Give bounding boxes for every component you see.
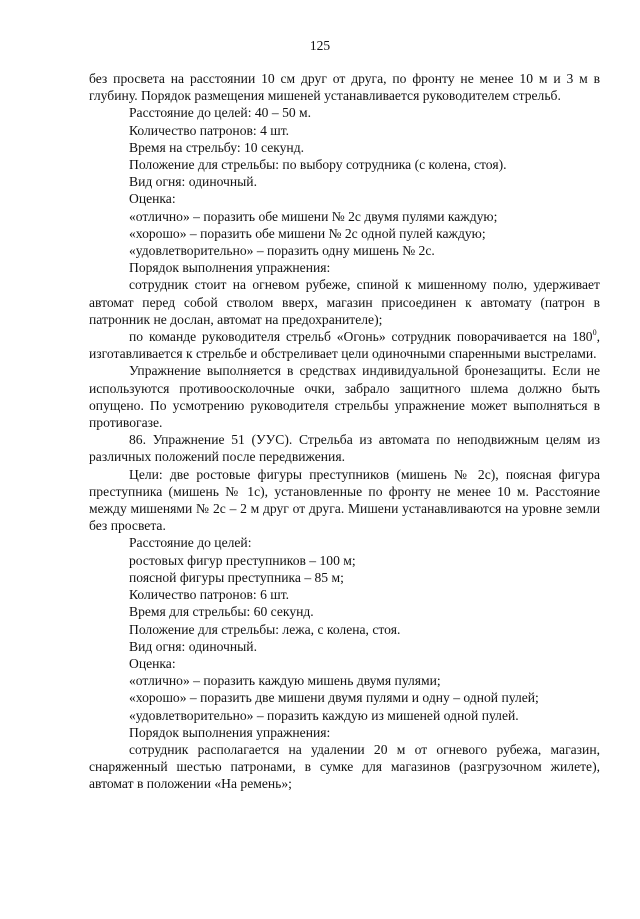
paragraph [89, 328, 600, 362]
text-line: Положение для стрельбы: лежа, с колена, стоя. [129, 621, 401, 637]
text-line: «хорошо» – поразить обе мишени № 2с одной пулей каждую; [129, 225, 486, 241]
text-line: Вид огня: одиночный. [129, 174, 257, 190]
text-line: «удовлетворительно» – поразить одну мишень № 2с. [129, 243, 435, 259]
paragraph: без просвета на расстоянии 10 см друг от друга, по фронту не менее 10 м и 3 м в глубину. Порядок размещения мишеней устанавливается руководителем стрельб. [89, 71, 600, 104]
document-body [89, 70, 600, 793]
text-line: «отлично» – поразить обе мишени № 2с двумя пулями каждую; [129, 208, 498, 224]
text-line: Оценка: [129, 655, 176, 671]
text-line: «удовлетворительно» – поразить каждую из мишеней одной пулей. [129, 707, 519, 723]
paragraph: сотрудник располагается на удалении 20 м от огневого рубежа, магазин, снаряженный шестью патронами, в сумке для магазинов (разгрузочном жилете), автомат в положении «На ремень»; [89, 741, 600, 792]
paragraph: Упражнение выполняется в средствах индивидуальной бронезащиты. Если не используются противоосколочные очки, забрало защитного шлема должно быть опущено. По усмотрению руководителя стрельбы упражнение может выполняться в противогазе. [89, 363, 600, 431]
text-line: Количество патронов: 4 шт. [129, 122, 290, 138]
paragraph-text: , изготавливается к стрельбе и обстреливает цели одиночными спаренными выстрелами. [89, 329, 600, 362]
paragraph: 86. Упражнение 51 (УУС). Стрельба из автомата по неподвижным целям из различных положений после передвижения. [89, 432, 600, 465]
text-line: Время на стрельбу: 10 секунд. [129, 139, 305, 155]
text-line: поясной фигуры преступника – 85 м; [129, 569, 344, 585]
text-line: Время для стрельбы: 60 секунд. [129, 604, 314, 620]
page-number: 125 [309, 38, 331, 53]
degree-superscript: 0 [592, 327, 597, 337]
paragraph-text: по команде руководителя стрельб «Огонь» сотрудник поворачивается на 180 [129, 329, 593, 345]
text-line: Расстояние до целей: [129, 535, 252, 551]
text-line: Расстояние до целей: 40 – 50 м. [129, 105, 312, 121]
paragraph: Цели: две ростовые фигуры преступников (мишень № 2с), поясная фигура преступника (мишень № 1с), установленные по фронту не менее 10 м. Расстояние между мишенями № 2с – 2 м друг от друга. Мишени устанавливаются на уровне земли без просвета. [89, 466, 600, 534]
text-line: Порядок выполнения упражнения: [129, 724, 331, 740]
text-line: ростовых фигур преступников – 100 м; [129, 552, 356, 568]
text-line: Вид огня: одиночный. [129, 638, 257, 654]
text-line: «отлично» – поразить каждую мишень двумя пулями; [129, 673, 441, 689]
text-line: Порядок выполнения упражнения: [129, 260, 331, 276]
text-line: Положение для стрельбы: по выбору сотрудника (с колена, стоя). [129, 157, 507, 173]
text-line: Оценка: [129, 191, 176, 207]
text-line: «хорошо» – поразить две мишени двумя пулями и одну – одной пулей; [129, 690, 539, 706]
text-line: Количество патронов: 6 шт. [129, 587, 290, 603]
paragraph: сотрудник стоит на огневом рубеже, спиной к мишенному полю, удерживает автомат перед собой стволом вверх, магазин присоединен к автомату (патрон в патронник не дослан, автомат на предохранителе); [89, 277, 600, 327]
